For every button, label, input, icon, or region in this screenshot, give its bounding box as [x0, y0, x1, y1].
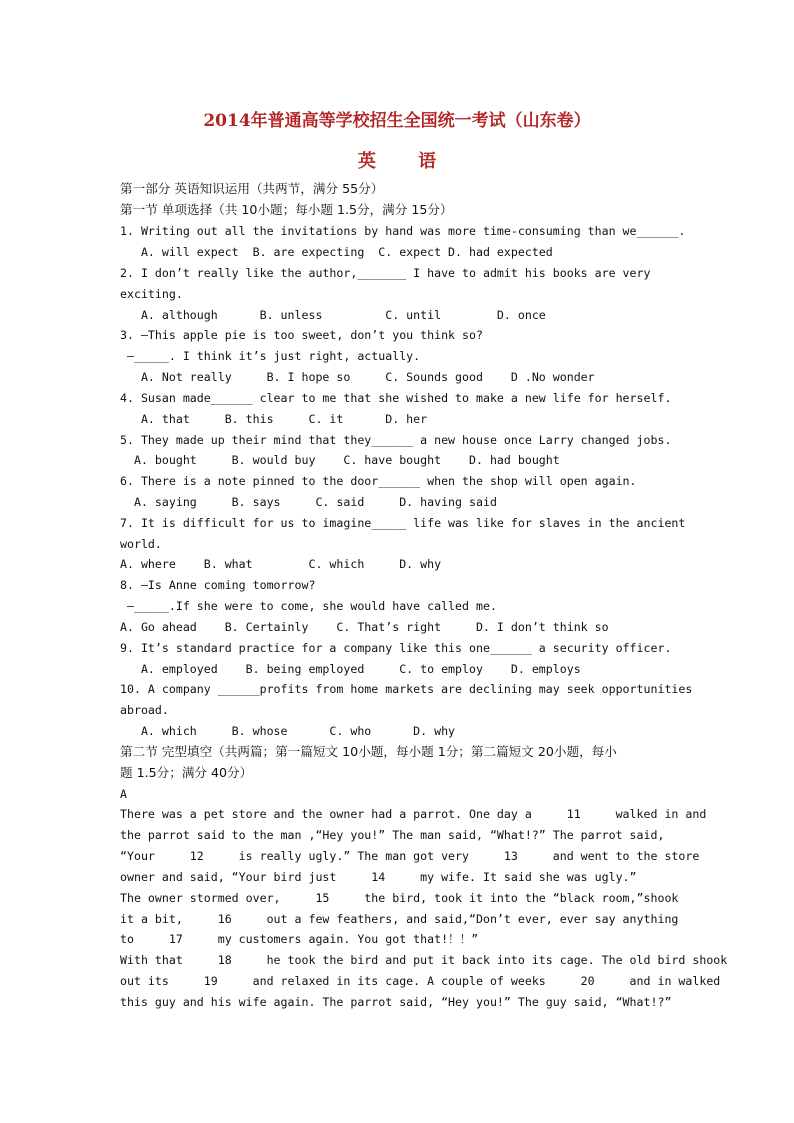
passage-label: A: [120, 787, 127, 801]
question-9-options: A. employed B. being employed C. to employ D. employs: [120, 662, 581, 676]
question-7: 7. It is difficult for us to imagine_____ life was like for slaves in the ancient: [120, 516, 686, 530]
passage-line: With that 18 he took the bird and put it back into its cage. The old bird shook: [120, 953, 728, 967]
question-1: 1. Writing out all the invitations by hand was more time-consuming than we______.: [120, 224, 686, 238]
section2-heading-cont: 题 1.5分；满分 40分）: [120, 765, 253, 780]
question-1-options: A. will expect B. are expecting C. expect D. had expected: [120, 245, 553, 259]
passage-line: There was a pet store and the owner had a parrot. One day a 11 walked in and: [120, 807, 707, 821]
question-10-options: A. which B. whose C. who D. why: [120, 724, 456, 738]
section2-heading: 第二节 完型填空（共两篇；第一篇短文 10小题，每小题 1分；第二篇短文 20小题，每小: [120, 744, 617, 759]
passage-line: “Your 12 is really ugly.” The man got very 13 and went to the store: [120, 849, 700, 863]
part1-heading: 第一部分 英语知识运用（共两节，满分 55分）: [120, 181, 384, 196]
passage-line: it a bit, 16 out a few feathers, and said,“Don’t ever, ever say anything: [120, 912, 679, 926]
section1-heading: 第一节 单项选择（共 10小题；每小题 1.5分，满分 15分）: [120, 202, 453, 217]
passage-line: The owner stormed over, 15 the bird, took it into the “black room,”shook: [120, 891, 679, 905]
subject-title: 英 语: [357, 151, 455, 172]
question-5: 5. They made up their mind that they______ a new house once Larry changed jobs.: [120, 433, 672, 447]
question-2-options: A. although B. unless C. until D. once: [120, 308, 546, 322]
question-2: 2. I don’t really like the author,_______ I have to admit his books are very: [120, 266, 651, 280]
question-10: 10. A company ______profits from home markets are declining may seek opportunities: [120, 682, 693, 696]
passage-line: out its 19 and relaxed in its cage. A couple of weeks 20 and in walked: [120, 974, 721, 988]
question-7-options: A. where B. what C. which D. why: [120, 557, 442, 571]
question-8-options: A. Go ahead B. Certainly C. That’s right D. I don’t think so: [120, 620, 609, 634]
question-3: 3. —This apple pie is too sweet, don’t you think so?: [120, 328, 483, 342]
passage-line: owner and said, “Your bird just 14 my wife. It said she was ugly.”: [120, 870, 637, 884]
passage-line: this guy and his wife again. The parrot said, “Hey you!” The guy said, “What!?”: [120, 995, 672, 1009]
question-3-reply: —_____. I think it’s just right, actually.: [120, 349, 421, 363]
exam-title: 2014年普通高等学校招生全国统一考试（山东卷）: [203, 111, 591, 131]
question-6-options: A. saying B. says C. said D. having said: [120, 495, 497, 509]
question-7-cont: world.: [120, 537, 162, 551]
question-5-options: A. bought B. would buy C. have bought D. had bought: [120, 453, 560, 467]
question-6: 6. There is a note pinned to the door______ when the shop will open again.: [120, 474, 637, 488]
question-2-cont: exciting.: [120, 287, 183, 301]
question-8: 8. —Is Anne coming tomorrow?: [120, 578, 316, 592]
question-10-cont: abroad.: [120, 703, 169, 717]
passage-line: the parrot said to the man ,“Hey you!” The man said, “What!?” The parrot said,: [120, 828, 665, 842]
question-4: 4. Susan made______ clear to me that she wished to make a new life for herself.: [120, 391, 672, 405]
question-9: 9. It’s standard practice for a company like this one______ a security officer.: [120, 641, 672, 655]
question-3-options: A. Not really B. I hope so C. Sounds good D .No wonder: [120, 370, 595, 384]
question-4-options: A. that B. this C. it D. her: [120, 412, 428, 426]
question-8-reply: —_____.If she were to come, she would have called me.: [120, 599, 497, 613]
passage-line: to 17 my customers again. You got that!！！”: [120, 932, 479, 946]
